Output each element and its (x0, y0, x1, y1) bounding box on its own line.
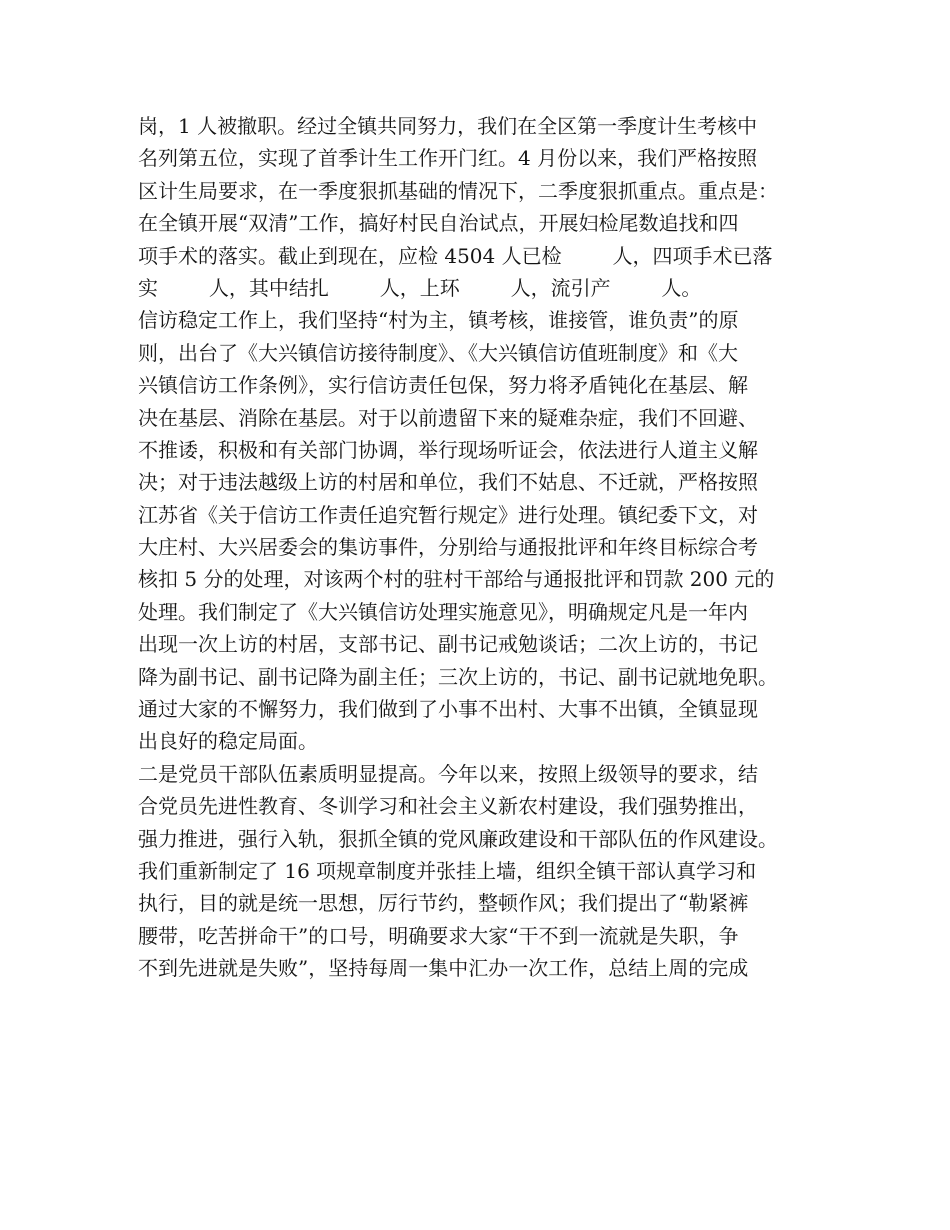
text-line: 在全镇开展“双清”工作，搞好村民自治试点，开展妇检尾数追找和四 (138, 211, 739, 236)
text-line: 腰带，吃苦拼命干”的口号，明确要求大家“干不到一流就是失职，争 (138, 923, 739, 948)
text-line: 则，出台了《大兴镇信访接待制度》、《大兴镇信访值班制度》和《大 (138, 340, 738, 365)
text-line: 不推诿，积极和有关部门协调，举行现场听证会，依法进行人道主义解 (138, 437, 758, 462)
text-line: 降为副书记、副书记降为副主任；三次上访的，书记、副书记就地免职。 (138, 664, 778, 689)
text-line: 执行，目的就是统一思想，厉行节约，整顿作风；我们提出了“勒紧裤 (138, 891, 749, 916)
text-line: 通过大家的不懈努力，我们做到了小事不出村、大事不出镇，全镇显现 (138, 697, 758, 722)
text-line: 出良好的稳定局面。 (138, 729, 318, 754)
text-line: 处理。我们制定了《大兴镇信访处理实施意见》，明确规定凡是一年内 (138, 599, 748, 624)
text-line: 决；对于违法越级上访的村居和单位，我们不姑息、不迁就，严格按照 (138, 470, 758, 495)
text-line: 名列第五位，实现了首季计生工作开门红。4 月份以来，我们严格按照 (138, 146, 758, 171)
text-line: 江苏省《关于信访工作责任追究暂行规定》进行处理。镇纪委下文，对 (138, 502, 758, 527)
body-text (138, 110, 838, 985)
text-line: 岗，1 人被撤职。经过全镇共同努力，我们在全区第一季度计生考核中 (138, 114, 758, 138)
text-line: 决在基层、消除在基层。对于以前遗留下来的疑难杂症，我们不回避、 (138, 405, 758, 430)
text-line: 区计生局要求，在一季度狠抓基础的情况下，二季度狠抓重点。重点是： (138, 178, 778, 203)
text-line: 项手术的落实。截止到现在，应检 4504 人已检 人，四项手术已落 (138, 243, 773, 268)
text-line: 实 人，其中结扎 人，上环 人，流引产 人。 (138, 275, 702, 300)
text-line: 兴镇信访工作条例》，实行信访责任包保，努力将矛盾钝化在基层、解 (138, 373, 748, 398)
text-line: 强力推进，强行入轨，狠抓全镇的党风廉政建设和干部队伍的作风建设。 (138, 826, 778, 851)
text-line: 不到先进就是失败”，坚持每周一集中汇办一次工作，总结上周的完成 (138, 956, 749, 981)
text-line: 二是党员干部队伍素质明显提高。今年以来，按照上级领导的要求，结 (138, 761, 758, 786)
text-line: 我们重新制定了 16 项规章制度并张挂上墙，组织全镇干部认真学习和 (138, 858, 757, 883)
text-line: 大庄村、大兴居委会的集访事件，分别给与通报批评和年终目标综合考 (138, 535, 758, 560)
text-line: 出现一次上访的村居，支部书记、副书记戒勉谈话；二次上访的，书记 (138, 632, 758, 657)
text-line: 合党员先进性教育、冬训学习和社会主义新农村建设，我们强势推出， (138, 794, 758, 819)
text-line: 信访稳定工作上，我们坚持“村为主，镇考核，谁接管，谁负责”的原 (138, 308, 739, 333)
text-line: 核扣 5 分的处理，对该两个村的驻村干部给与通报批评和罚款 200 元的 (138, 567, 775, 592)
